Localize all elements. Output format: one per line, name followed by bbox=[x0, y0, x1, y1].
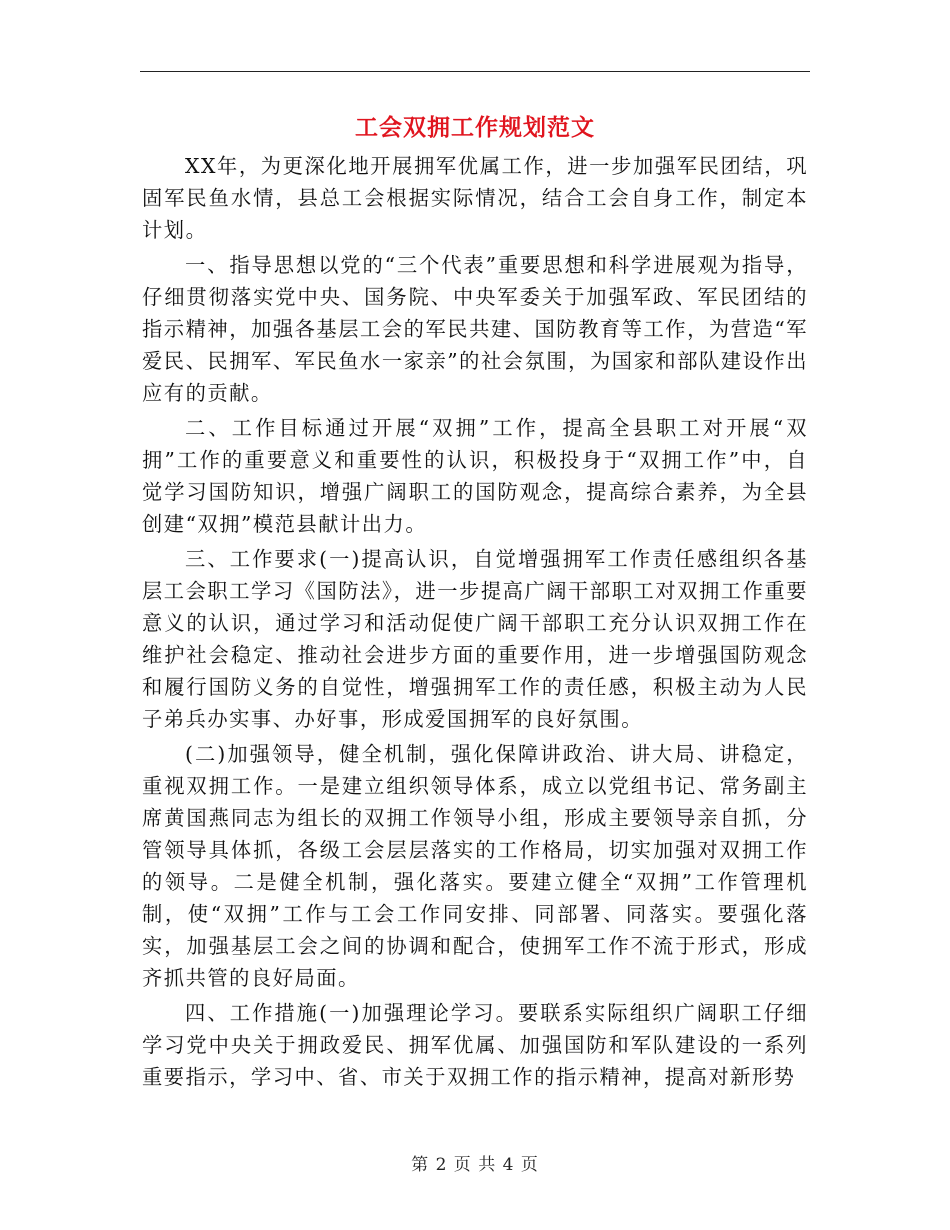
page-number-footer: 第 2 页 共 4 页 bbox=[411, 1155, 539, 1175]
header-rule bbox=[140, 71, 810, 72]
paragraph-work-goals: 二、工作目标通过开展“双拥”工作，提高全县职工对开展“双拥”工作的重要意义和重要性的认识，积极投身于“双拥工作”中，自觉学习国防知识，增强广阔职工的国防观念，提高综合素养，为全县创建“双拥”模范县献计出力。 bbox=[142, 416, 808, 536]
document-body bbox=[142, 150, 808, 1096]
document-title: 工会双拥工作规划范文 bbox=[355, 114, 595, 141]
paragraph-work-requirements: 三、工作要求(一)提高认识，自觉增强拥军工作责任感组织各基层工会职工学习《国防法》，进一步提高广阔干部职工对双拥工作重要意义的认识，通过学习和活动促使广阔干部职工充分认识双拥工作在维护社会稳定、推动社会进步方面的重要作用，进一步增强国防观念和履行国防义务的自觉性，增强拥军工作的责任感，积极主动为人民子弟兵办实事、办好事，形成爱国拥军的良好氛围。 bbox=[142, 547, 808, 731]
paragraph-guiding-ideology: 一、指导思想以党的“三个代表”重要思想和科学进展观为指导，仔细贯彻落实党中央、国务院、中央军委关于加强军政、军民团结的指示精神，加强各基层工会的军民共建、国防教育等工作，为营造“军爱民、民拥军、军民鱼水一家亲”的社会氛围，为国家和部队建设作出应有的贡献。 bbox=[142, 253, 808, 405]
paragraph-work-measures: 四、工作措施(一)加强理论学习。要联系实际组织广阔职工仔细学习党中央关于拥政爱民、拥军优属、加强国防和军队建设的一系列重要指示，学习中、省、市关于双拥工作的指示精神，提高对新形势 bbox=[142, 1001, 808, 1089]
paragraph-leadership: (二)加强领导，健全机制，强化保障讲政治、讲大局、讲稳定，重视双拥工作。一是建立组织领导体系，成立以党组书记、常务副主席黄国燕同志为组长的双拥工作领导小组，形成主要领导亲自抓，分管领导具体抓，各级工会层层落实的工作格局，切实加强对双拥工作的领导。二是健全机制，强化落实。要建立健全“双拥”工作管理机制，使“双拥”工作与工会工作同安排、同部署、同落实。要强化落实，加强基层工会之间的协调和配合，使拥军工作不流于形式，形成齐抓共管的良好局面。 bbox=[142, 742, 808, 990]
paragraph-intro: XX年，为更深化地开展拥军优属工作，进一步加强军民团结，巩固军民鱼水情，县总工会根据实际情况，结合工会自身工作，制定本计划。 bbox=[142, 154, 808, 242]
